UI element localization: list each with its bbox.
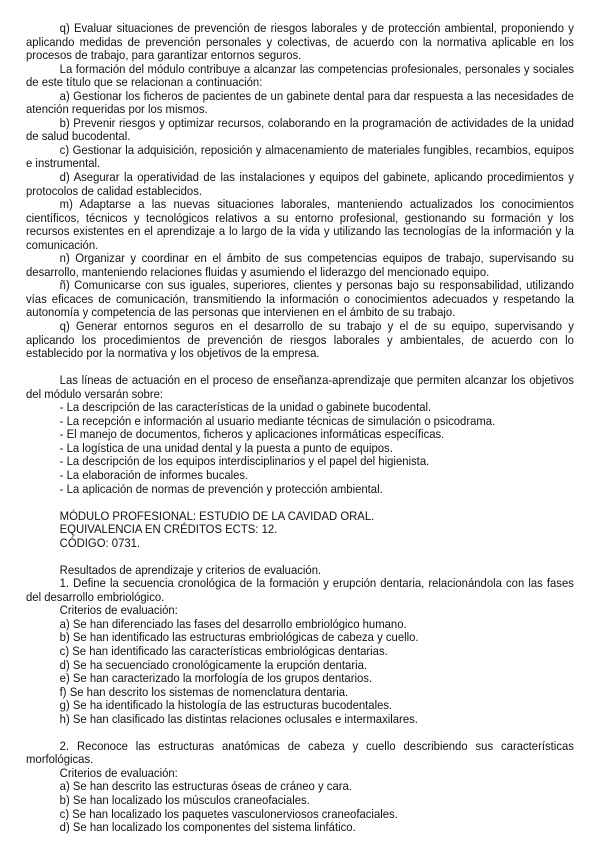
list-item: - La elaboración de informes bucales. <box>59 468 249 482</box>
criterion: f) Se han descrito los sistemas de nomenclatura dentaria. <box>59 684 349 699</box>
module-header <box>26 510 574 551</box>
criterion: c) Se han identificado las características embriológicas dentarias. <box>59 644 388 659</box>
criterion: g) Se ha identificado la histología de las estructuras bucodentales. <box>59 698 393 713</box>
list-item: - La logística de una unidad dental y la puesta a punto de equipos. <box>59 440 393 455</box>
competence-a: a) Gestionar los ficheros de pacientes de un gabinete dental para dar respuesta a las necesidades de atención requeridas por los mismos. <box>26 88 574 117</box>
competences-intro: La formación del módulo contribuye a alcanzar las competencias profesionales, personales y sociales de este título que se relacionan a continuación: <box>26 61 574 90</box>
module-name: MÓDULO PROFESIONAL: ESTUDIO DE LA CAVIDAD ORAL. <box>59 508 375 523</box>
criterion: b) Se han identificado las estructuras embriológicas de cabeza y cuello. <box>59 630 419 645</box>
competence-n: n) Organizar y coordinar en el ámbito de sus competencias equipos de trabajo, supervisando su desarrollo, manteniendo relaciones fluidas y asumiendo el liderazgo del mencionado equipo. <box>26 251 574 279</box>
competence-m: m) Adaptarse a las nuevas situaciones laborales, manteniendo actualizados los conocimientos científicos, técnicos y tecnológicos relativos a su entorno profesional, gestionando su formación y los recursos existentes en el aprendizaje a lo largo de la vida y utilizando las tecnologías de la información y la comunicación. <box>26 197 574 252</box>
module-code: CÓDIGO: 0731. <box>59 535 141 550</box>
list-item: - El manejo de documentos, ficheros y aplicaciones informáticas específicas. <box>59 427 445 442</box>
competence-b: b) Prevenir riesgos y optimizar recursos, colaborando en la programación de actividades de la unidad de salud bucodental. <box>26 115 574 144</box>
lines-section <box>26 374 574 496</box>
criterion: c) Se han localizado los paquetes vasculonerviosos craneofaciales. <box>59 806 398 821</box>
list-item: - La descripción de las características de la unidad o gabinete bucodental. <box>59 400 432 415</box>
document-page <box>26 22 574 835</box>
competences-section <box>26 22 574 361</box>
competence-c: c) Gestionar la adquisición, reposición y almacenamiento de materiales fungibles, recambios, equipos e instrumental. <box>26 142 574 171</box>
criterion: a) Se han descrito las estructuras óseas de cráneo y cara. <box>59 779 352 794</box>
criterion: b) Se han localizado los músculos craneofaciales. <box>59 792 310 807</box>
criterion: e) Se han caracterizado la morfología de los grupos dentarios. <box>59 671 373 686</box>
criteria-label: Criterios de evaluación: <box>59 603 178 618</box>
list-item: - La descripción de los equipos interdisciplinarios y el papel del higienista. <box>59 454 430 469</box>
list-item: - La aplicación de normas de prevención y protección ambiental. <box>59 481 383 496</box>
criterion: h) Se han clasificado las distintas relaciones oclusales e intermaxilares. <box>59 711 418 726</box>
results-section <box>26 564 574 835</box>
list-item: - La recepción e información al usuario mediante técnicas de simulación o psicodrama. <box>59 413 496 428</box>
result-1-title: 1. Define la secuencia cronológica de la formación y erupción dentaria, relacionándola con las fases del desarrollo embriológico. <box>26 576 574 604</box>
competence-q: q) Generar entornos seguros en el desarrollo de su trabajo y el de su equipo, supervisando y aplicando los procedimientos de prevención de riesgos laborales y ambientales, de acuerdo con lo establecido por la normativa y los objetivos de la empresa. <box>26 319 574 361</box>
criterion: d) Se han localizado los componentes del sistema linfático. <box>59 820 356 835</box>
objective-q: q) Evaluar situaciones de prevención de riesgos laborales y de protección ambiental, proponiendo y aplicando medidas de prevención personales y colectivas, de acuerdo con la normativa aplicable en los procesos de trabajo, para garantizar entornos seguros. <box>26 21 574 63</box>
criterion: d) Se ha secuenciado cronológicamente la erupción dentaria. <box>59 657 368 672</box>
result-2-title: 2. Reconoce las estructuras anatómicas de cabeza y cuello describiendo sus características morfológicas. <box>26 738 574 767</box>
lines-intro: Las líneas de actuación en el proceso de enseñanza-aprendizaje que permiten alcanzar los objetivos del módulo versarán sobre: <box>26 373 574 401</box>
criteria-label: Criterios de evaluación: <box>59 765 178 780</box>
competence-enye: ñ) Comunicarse con sus iguales, superiores, clientes y personas bajo su responsabilidad, utilizando vías eficaces de comunicación, transmitiendo la información o conocimientos adecuados y respetando la autonomía y competencia de las personas que intervienen en el ámbito de su trabajo. <box>26 278 574 320</box>
criterion: a) Se han diferenciado las fases del desarrollo embriológico humano. <box>59 616 407 631</box>
competence-d: d) Asegurar la operatividad de las instalaciones y equipos del gabinete, aplicando procedimientos y protocolos de calidad establecidos. <box>26 170 574 198</box>
results-heading: Resultados de aprendizaje y criterios de evaluación. <box>59 562 322 577</box>
module-equivalence: EQUIVALENCIA EN CRÉDITOS ECTS: 12. <box>59 522 278 537</box>
